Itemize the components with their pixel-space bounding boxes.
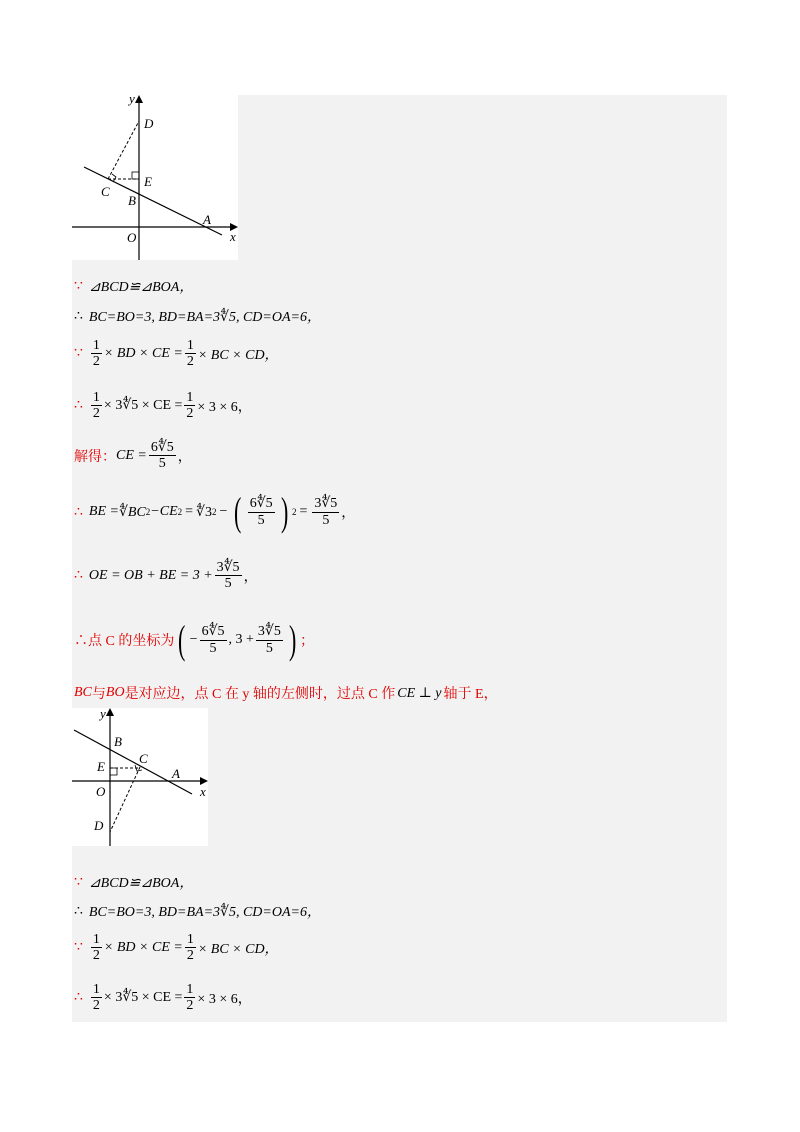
math-text: BC=BO=3, BD=BA=3∜5, CD=OA=6， — [88, 310, 321, 325]
math-text: × 3∜5 × CE = — [103, 398, 183, 414]
math-text: = — [185, 504, 194, 519]
math-text: 3∜5 — [216, 560, 240, 575]
fig1-label-x: x — [230, 229, 236, 244]
figure-2-diagram — [72, 708, 208, 846]
math-text: ， — [341, 506, 356, 521]
math-text: 5 — [265, 640, 273, 656]
math-text: ； — [300, 634, 315, 649]
math-text: ， — [243, 569, 258, 585]
math-text — [185, 338, 196, 370]
math-text: 5 — [224, 576, 232, 592]
math-text: , 3 + — [228, 632, 254, 647]
math-text: BO — [105, 685, 125, 700]
math-text: 1 — [186, 932, 194, 947]
p2-intro — [74, 683, 498, 703]
fig1-label-a: A — [203, 212, 211, 227]
math-text: ∵ — [74, 278, 83, 294]
p1-line-2 — [74, 306, 321, 326]
p1-line-4 — [74, 390, 252, 422]
math-text: ∴ — [74, 568, 83, 584]
math-text: 2 — [92, 998, 100, 1014]
math-text: 5 — [257, 512, 265, 528]
math-text: 1 — [92, 932, 100, 947]
fig2-label-c: C — [139, 751, 148, 766]
math-text: ⊿BCD≌⊿BOA， — [88, 876, 194, 891]
math-text: 2 — [92, 406, 100, 422]
math-text: 1 — [92, 390, 100, 405]
math-text: × 3 × 6， — [197, 399, 252, 415]
math-text: ∵ — [74, 874, 83, 890]
p2-line-2 — [74, 901, 321, 921]
fig2-label-o: O — [96, 784, 106, 799]
math-text: ， — [177, 449, 192, 465]
math-text: BC=BO=3, BD=BA=3∜5, CD=OA=6， — [88, 905, 321, 920]
p1-line-5 — [74, 440, 192, 472]
math-text: 1 — [186, 338, 194, 353]
math-text — [91, 390, 102, 422]
math-text: 2 — [291, 507, 297, 517]
math-text: ∜3 — [196, 504, 212, 520]
fig1-label-o: O — [127, 230, 137, 245]
math-text: 2 — [177, 507, 183, 517]
math-text: 1 — [92, 982, 100, 997]
fig2-label-b: B — [114, 734, 122, 749]
math-text: 1 — [186, 982, 194, 997]
math-text: × BC × CD， — [197, 347, 279, 363]
math-text: 5 — [158, 456, 166, 472]
math-text: ( — [178, 617, 186, 662]
math-text: 2 — [186, 948, 194, 964]
fig1-label-b: B — [128, 193, 136, 208]
p2-line-3 — [74, 932, 279, 964]
math-text: 6∜5 — [201, 624, 225, 640]
math-text: × BD × CE = — [103, 939, 183, 955]
math-text: 2 — [92, 354, 100, 370]
math-text: 6∜5 — [249, 496, 273, 512]
math-text: ) — [280, 489, 288, 534]
math-text: = — [299, 504, 308, 519]
fig1-label-c: C — [101, 184, 110, 199]
math-text: 3∜5 — [314, 496, 338, 512]
math-text: BC — [74, 685, 92, 700]
math-text: ∴ — [74, 308, 83, 324]
figure-1 — [72, 95, 238, 260]
fig2-label-y: y — [100, 708, 106, 721]
math-text: 2 — [186, 998, 194, 1014]
math-text: 1 — [92, 338, 100, 353]
math-text: 是对应边，点 C 在 y 轴的左侧时，过点 C 作 — [124, 687, 396, 702]
math-text — [200, 624, 227, 656]
math-text — [312, 496, 339, 528]
math-text: − — [189, 632, 198, 647]
math-text — [184, 390, 195, 422]
math-text: 轴于 E， — [443, 687, 498, 702]
math-text: 1 — [186, 390, 194, 405]
math-text: ) — [288, 617, 297, 662]
math-text: CE ⊥ y — [397, 685, 442, 701]
fig2-label-e: E — [97, 759, 105, 774]
math-text: ∜BC — [118, 504, 146, 520]
math-text: ∴ — [74, 398, 83, 414]
math-text — [215, 560, 242, 592]
p2-line-1 — [74, 872, 193, 892]
fig2-label-d: D — [94, 818, 104, 833]
math-text: 与 — [91, 687, 106, 702]
math-text: × 3∜5 × CE = — [103, 990, 183, 1006]
math-text — [256, 624, 283, 656]
math-text: CE = — [116, 447, 147, 463]
math-text: 2 — [186, 406, 194, 422]
math-text: × 3 × 6， — [197, 991, 252, 1007]
p1-line-7 — [74, 560, 258, 592]
math-text — [149, 440, 176, 472]
p1-line-1 — [74, 276, 193, 296]
math-text: BE = — [88, 504, 119, 519]
math-text: OE = OB + BE = 3 + — [88, 567, 213, 583]
math-text: ∵ — [74, 940, 83, 956]
p2-line-4 — [74, 982, 252, 1014]
fig2-label-a: A — [172, 766, 180, 781]
math-text: ∴点 C 的坐标为 — [74, 634, 175, 649]
math-text: 5 — [322, 512, 330, 528]
math-text: −CE — [150, 504, 178, 519]
math-text: 解得： — [74, 449, 116, 465]
math-text: ∵ — [74, 346, 83, 362]
math-text: ( — [234, 489, 242, 534]
math-text: ∴ — [74, 903, 83, 919]
math-text — [91, 338, 102, 370]
math-text: − — [219, 504, 228, 519]
math-text: × BC × CD， — [197, 941, 279, 957]
fig1-label-d: D — [144, 116, 154, 131]
p1-line-6 — [74, 489, 356, 534]
p1-line-8 — [74, 617, 315, 662]
math-text — [91, 982, 102, 1014]
fig2-label-x: x — [200, 784, 206, 799]
p1-line-3 — [74, 338, 279, 370]
math-text: 2 — [145, 507, 151, 517]
math-text: 2 — [186, 354, 194, 370]
math-text: 3∜5 — [257, 624, 281, 640]
math-text — [185, 932, 196, 964]
math-text: ⊿BCD≌⊿BOA， — [88, 280, 194, 295]
math-text: 2 — [211, 507, 217, 517]
math-text: × BD × CE = — [103, 345, 183, 361]
math-text: 2 — [92, 948, 100, 964]
figure-2 — [72, 708, 208, 846]
fig1-label-y: y — [129, 95, 135, 106]
math-text — [248, 496, 275, 528]
math-text: 5 — [209, 640, 217, 656]
fig1-label-e: E — [144, 174, 152, 189]
math-text — [91, 932, 102, 964]
math-text — [184, 982, 195, 1014]
math-text: ∴ — [74, 504, 83, 520]
math-text: ∴ — [74, 990, 83, 1006]
figure-1-diagram — [72, 95, 238, 260]
math-text: 6∜5 — [150, 440, 174, 455]
